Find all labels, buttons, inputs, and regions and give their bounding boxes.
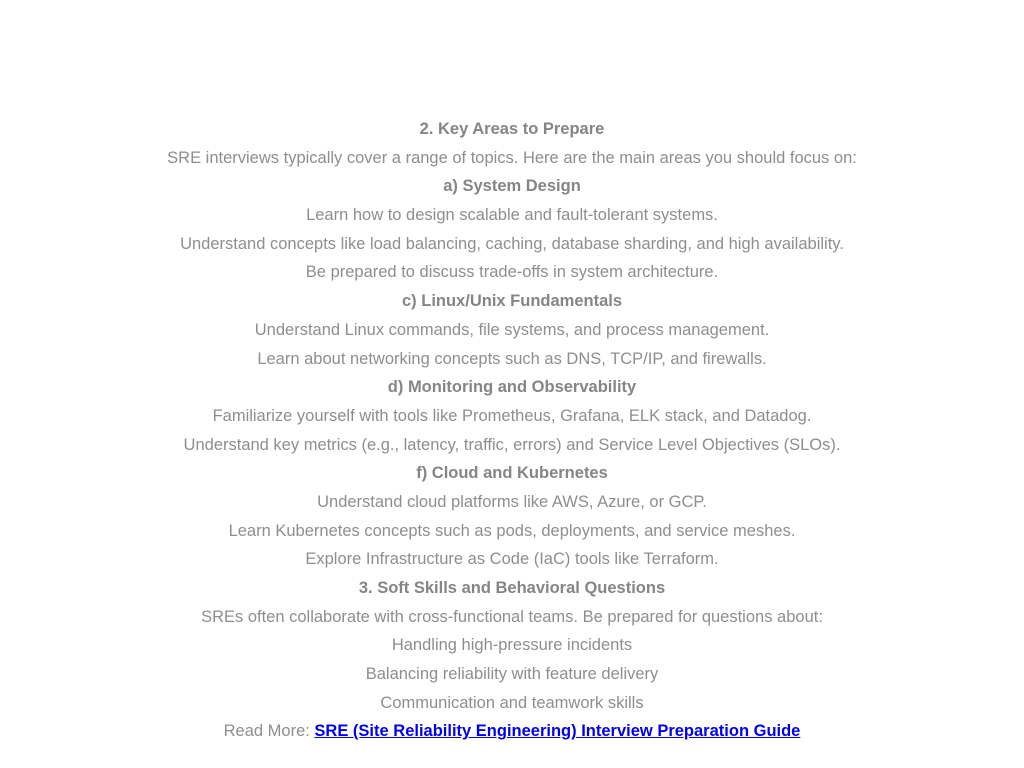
subheading-system-design: a) System Design	[443, 177, 581, 196]
cloud-point: Learn Kubernetes concepts such as pods, deployments, and service meshes.	[228, 521, 796, 540]
section-heading-soft-skills: 3. Soft Skills and Behavioral Questions	[358, 579, 666, 597]
subheading-cloud-kubernetes: f) Cloud and Kubernetes	[416, 464, 608, 483]
monitoring-point: Understand key metrics (e.g., latency, traffic, errors) and Service Level Objectives (SLOs).	[183, 435, 841, 454]
soft-skills-point: Communication and teamwork skills	[380, 693, 644, 712]
section-intro-text: SRE interviews typically cover a range of topics. Here are the main areas you should focus on:	[167, 148, 857, 167]
soft-skills-point: Handling high-pressure incidents	[391, 636, 633, 655]
system-design-point: Learn how to design scalable and fault-tolerant systems.	[306, 206, 718, 225]
section-heading-key-areas: 2. Key Areas to Prepare	[419, 120, 605, 138]
system-design-point: Be prepared to discuss trade-offs in system architecture.	[305, 263, 719, 282]
soft-skills-point: Balancing reliability with feature delivery	[365, 665, 659, 684]
read-more-label: Read More:	[223, 722, 315, 741]
system-design-point: Understand concepts like load balancing, caching, database sharding, and high availability.	[180, 234, 844, 253]
cloud-point: Explore Infrastructure as Code (IaC) tools like Terraform.	[305, 550, 719, 569]
read-more-line	[0, 717, 1024, 746]
linux-point: Understand Linux commands, file systems, and process management.	[254, 320, 770, 339]
subheading-monitoring: d) Monitoring and Observability	[387, 378, 637, 397]
monitoring-point: Familiarize yourself with tools like Prometheus, Grafana, ELK stack, and Datadog.	[212, 406, 812, 425]
cloud-point: Understand cloud platforms like AWS, Azure, or GCP.	[317, 492, 707, 511]
slide-content	[0, 115, 1024, 746]
subheading-linux-fundamentals: c) Linux/Unix Fundamentals	[401, 292, 623, 311]
read-more-link[interactable]: SRE (Site Reliability Engineering) Interview Preparation Guide	[314, 722, 801, 741]
soft-skills-intro-text: SREs often collaborate with cross-functional teams. Be prepared for questions about:	[201, 607, 823, 626]
linux-point: Learn about networking concepts such as DNS, TCP/IP, and firewalls.	[257, 349, 767, 368]
